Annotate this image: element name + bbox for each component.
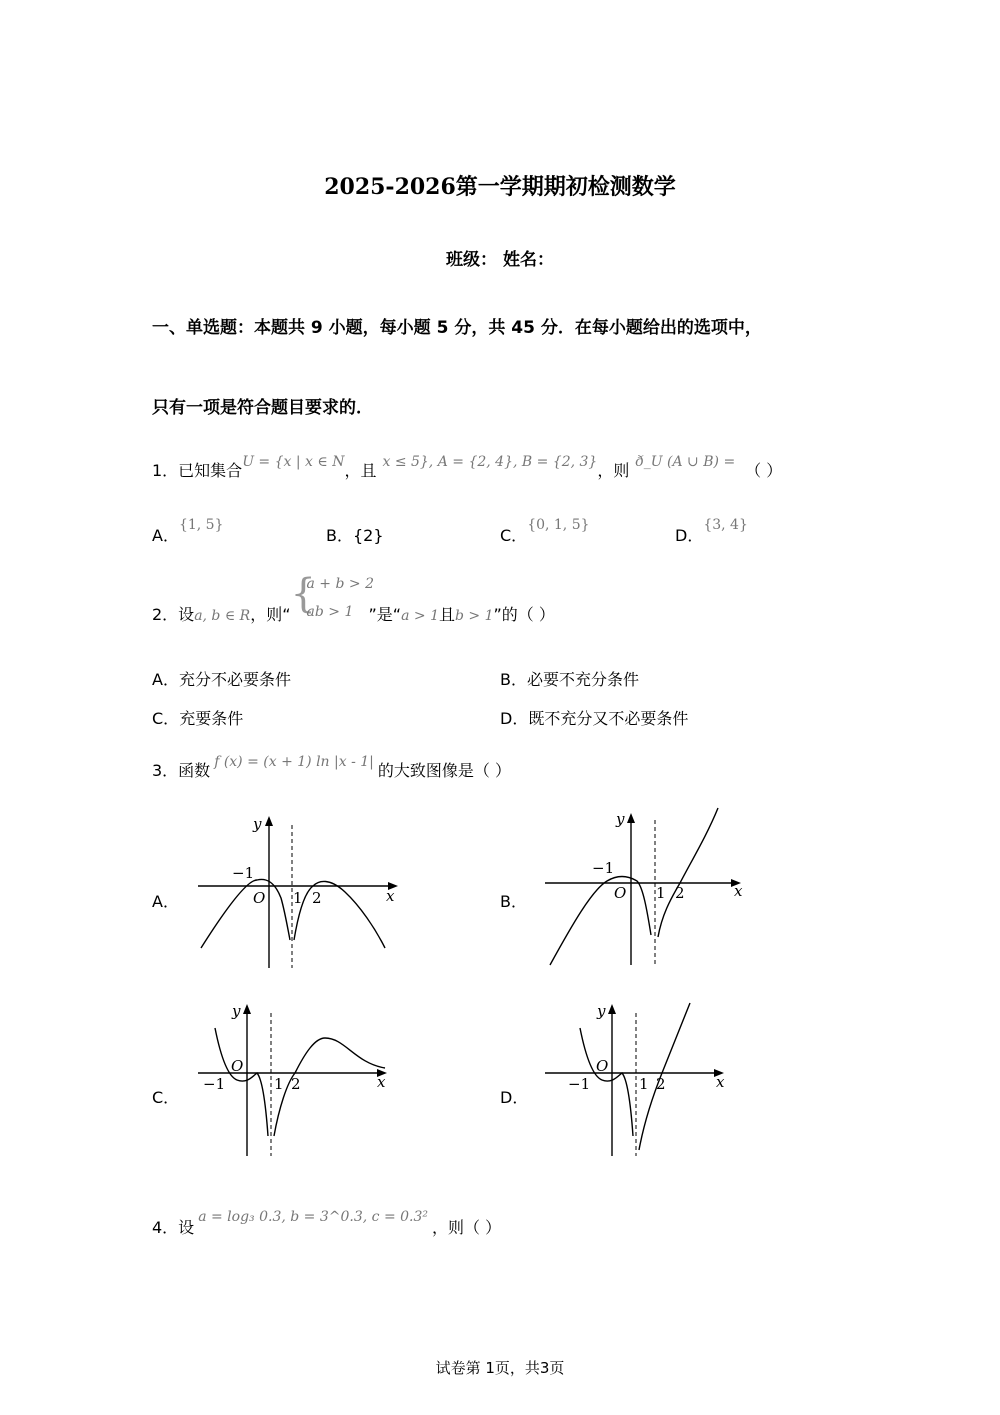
q3-graph-a[interactable]	[195, 810, 405, 970]
y-label: y	[616, 810, 625, 828]
x-label: x	[377, 1073, 386, 1091]
question-2	[152, 571, 555, 625]
q1-option-b[interactable]: B．{2}	[326, 526, 384, 545]
class-name-line: 班级： 姓名：	[446, 250, 554, 270]
tick-2: 2	[291, 1075, 301, 1093]
tick-neg1: −1	[203, 1075, 226, 1093]
q2-option-c[interactable]: C．充要条件	[152, 709, 244, 728]
q4-suffix: ，则（ ）	[432, 1218, 502, 1237]
tick-2: 2	[656, 1075, 666, 1093]
section-heading-line1: 一、单选题：本题共 9 小题，每小题 5 分，共 45 分．在每小题给出的选项中，	[152, 318, 762, 338]
tick-1: 1	[274, 1075, 284, 1093]
x-label: x	[734, 882, 743, 900]
tick-2: 2	[675, 884, 685, 902]
q2-mid: ，则“	[250, 605, 291, 624]
origin-label: O	[231, 1057, 244, 1075]
question-4	[152, 1209, 502, 1238]
q3-prefix: 3．函数	[152, 761, 211, 780]
q2-option-b[interactable]: B．必要不充分条件	[500, 670, 639, 689]
q3-math-function: f (x) = (x + 1) ln |x - 1|	[214, 754, 374, 770]
q3-option-a-label[interactable]: A．	[152, 892, 179, 911]
tick-1: 1	[656, 884, 666, 902]
q1-math-set-u: U = {x | x ∈ N	[242, 454, 345, 470]
page-title: 2025-2026第一学期期初检测数学	[324, 174, 676, 200]
q1-prefix: 1．已知集合	[152, 461, 243, 480]
q2-mid2: ”是“	[368, 605, 402, 624]
tick-1: 1	[293, 889, 303, 907]
q2-option-d[interactable]: D．既不充分又不必要条件	[500, 709, 689, 728]
q3-graph-d[interactable]	[542, 998, 737, 1160]
q2-system	[290, 571, 374, 620]
tick-neg1: −1	[232, 864, 255, 882]
curve-right	[658, 808, 718, 937]
q3-suffix: 的大致图像是（ ）	[377, 761, 511, 780]
y-axis-arrow	[243, 1004, 251, 1014]
curve-left	[550, 877, 651, 966]
x-label: x	[386, 887, 395, 905]
q1-math-sets: x ≤ 5}, A = {2, 4}, B = {2, 3}	[382, 454, 598, 470]
q2-system-line1: a + b > 2	[306, 576, 374, 592]
curve-right	[294, 881, 385, 948]
q2-math-b-gt-1: b > 1	[455, 608, 494, 624]
tick-neg1: −1	[592, 859, 615, 877]
q1-then: ，则	[597, 461, 630, 480]
tick-2: 2	[312, 889, 322, 907]
section-heading-line2: 只有一项是符合题目要求的．	[152, 398, 373, 418]
page-footer: 试卷第 1页，共3页	[435, 1359, 565, 1377]
q1-option-c[interactable]: C．{0, 1, 5}	[500, 517, 590, 545]
origin-label: O	[253, 889, 266, 907]
y-label: y	[597, 1002, 606, 1020]
tick-1: 1	[639, 1075, 649, 1093]
y-label: y	[253, 815, 262, 833]
origin-label: O	[596, 1057, 609, 1075]
q1-math-complement: ð_U (A ∪ B) =	[635, 454, 736, 470]
y-label: y	[232, 1002, 241, 1020]
q2-suffix: ”的（ ）	[493, 605, 555, 624]
curve-left	[201, 879, 290, 948]
q1-option-d[interactable]: D．{3, 4}	[675, 517, 748, 545]
question-3	[152, 754, 511, 781]
q2-math-ab-real: a, b ∈ R	[194, 608, 251, 624]
q1-mid: ，且	[344, 461, 377, 480]
origin-label: O	[614, 884, 627, 902]
question-1	[152, 454, 783, 481]
q3-option-c-label[interactable]: C．	[152, 1088, 180, 1107]
q2-prefix: 2．设	[152, 605, 195, 624]
q2-option-a[interactable]: A．充分不必要条件	[152, 670, 291, 689]
y-axis-arrow	[608, 1004, 616, 1014]
q3-option-b-label[interactable]: B．	[500, 892, 527, 911]
q4-prefix: 4．设	[152, 1218, 195, 1237]
q3-option-d-label[interactable]: D．	[500, 1088, 529, 1107]
q4-math: a = log₃ 0.3, b = 3^0.3, c = 0.3²	[198, 1209, 429, 1225]
q2-and: 且	[438, 605, 455, 624]
x-label: x	[716, 1073, 725, 1091]
q2-brace: {	[290, 571, 316, 617]
tick-neg1: −1	[568, 1075, 591, 1093]
q1-option-a[interactable]: A．{1, 5}	[152, 517, 224, 545]
q2-math-a-gt-1: a > 1	[401, 608, 439, 624]
q1-answer-paren: （ ）	[745, 461, 783, 480]
q2-system-line2: ab > 1	[306, 604, 354, 620]
y-axis-arrow	[627, 813, 635, 823]
y-axis-arrow	[265, 816, 273, 826]
q3-graph-c[interactable]	[195, 998, 405, 1160]
q3-graph-b[interactable]	[542, 805, 752, 970]
